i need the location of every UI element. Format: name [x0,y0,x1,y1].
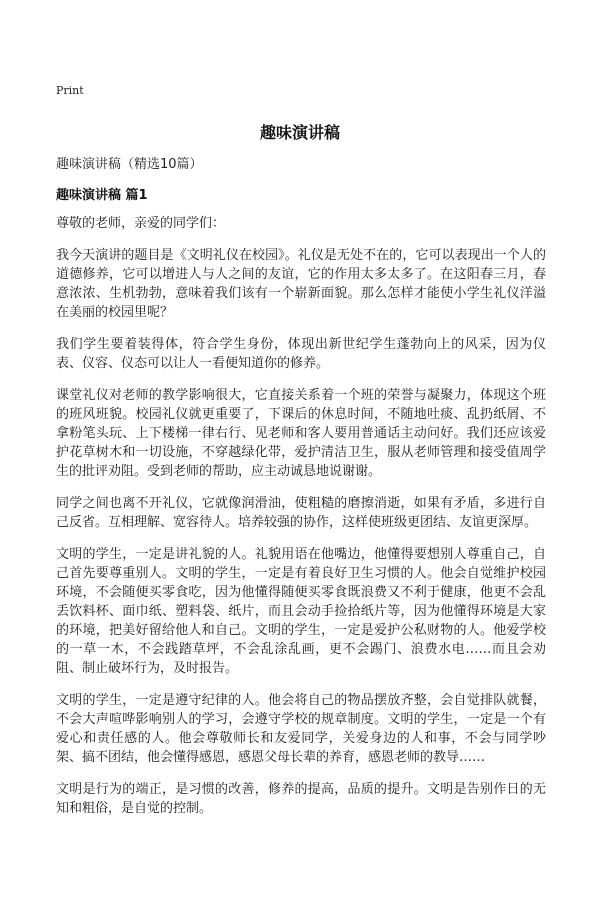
paragraph: 同学之间也离不开礼仪，它就像润滑油，使粗糙的磨擦消逝，如果有矛盾，多进行自己反省。互相理解、宽容待人。培养较强的协作，这样使班级更团结、友谊更深厚。 [56,496,546,530]
paragraph: 文明是行为的端正，是习惯的改善，修养的提高，品质的提升。文明是告别作日的无知和粗俗，是自觉的控制。 [56,782,546,816]
paragraph: 我今天演讲的题目是《文明礼仪在校园》。礼仪是无处不在的，它可以表现出一个人的道德修养，它可以增进人与人之间的友谊，它的作用太多太多了。在这阳春三月，春意浓浓、生机勃勃，意味着我们该有一个崭新面貌。那么怎样才能使小学生礼仪洋溢在美丽的校园里呢？ [56,248,546,320]
print-label: Print [56,84,84,97]
paragraph-greeting: 尊敬的老师，亲爱的同学们： [56,216,226,231]
paragraph: 课堂礼仪对老师的教学影响很大，它直接关系着一个班的荣誉与凝聚力，体现这个班的班风班貌。校园礼仪就更重要了，下课后的休息时间，不随地吐痰、乱扔纸屑、不拿粉笔头玩、上下楼梯一律右行、见老师和客人要用普通话主动问好。我们还应该爱护花草树木和一切设施，不穿越绿化带，爱护清洁卫生，服从老师管理和接受值周学生的批评劝阻。受到老师的帮助，应主动诚恳地说谢谢。 [56,388,546,479]
section-heading: 趣味演讲稿 篇1 [56,188,148,203]
document-body [56,214,546,831]
paragraph: 文明的学生，一定是讲礼貌的人。礼貌用语在他嘴边，他懂得要想别人尊重自己，自己首先要尊重别人。文明的学生，一定是有着良好卫生习惯的人。他会自觉维护校园环境，不会随便买零食吃，因为他懂得随便买零食既浪费又不利于健康，他更不会乱丢饮料杯、面巾纸、塑料袋、纸片，而且会动手捡拾纸片等，因为他懂得环境是大家的环境，把美好留给他人和自己。文明的学生，一定是爱护公私财物的人。他爱学校的一草一木，不会践踏草坪，不会乱涂乱画，更不会踢门、浪费水电……而且会劝阻、制止破坏行为，及时报告。 [56,547,546,676]
document-subtitle: 趣味演讲稿（精选10篇） [56,157,203,172]
paragraph: 我们学生要着装得体，符合学生身份，体现出新世纪学生蓬勃向上的风采，因为仪表、仪容、仪态可以让人一看便知道你的修养。 [56,337,546,371]
page-title: 趣味演讲稿 [259,123,340,142]
paragraph: 文明的学生，一定是遵守纪律的人。他会将自己的物品摆放齐整，会自觉排队就餐，不会大声喧哗影响别人的学习，会遵守学校的规章制度。文明的学生，一定是一个有爱心和责任感的人。他会尊敬师长和友爱同学，关爱身边的人和事，不会与同学吵架、搞不团结，他会懂得感恩，感恩父母长辈的养育，感恩老师的教导…… [56,693,546,765]
